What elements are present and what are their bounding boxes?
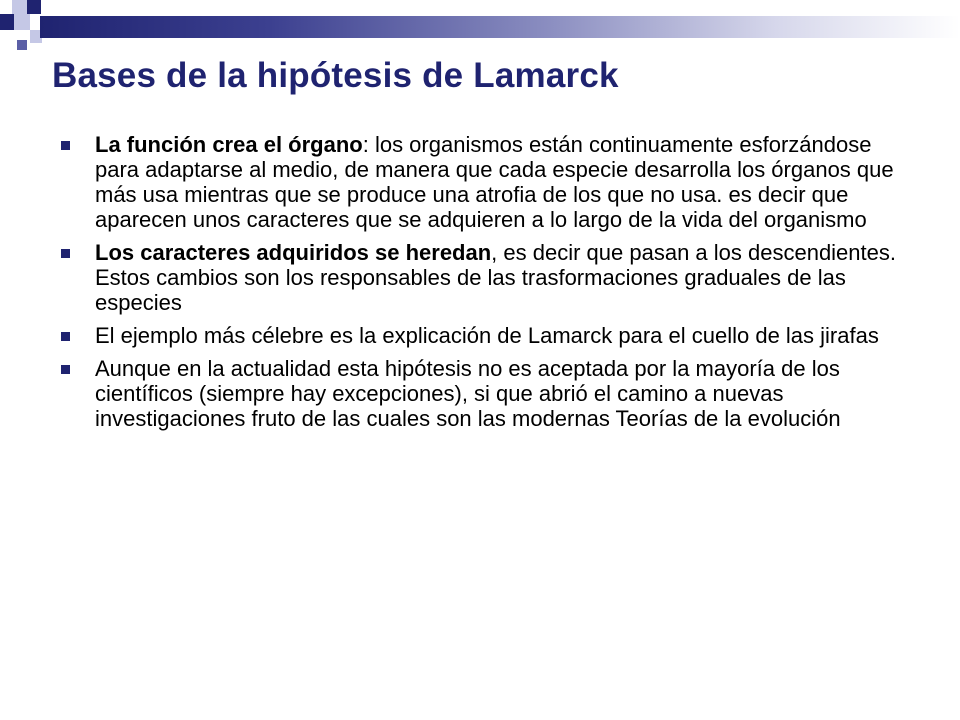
bullet-text: : los organismos están continuamente esforzándose para adaptarse al medio, de manera que cada especie desarrolla los órganos que más usa mientras que se produce una atrofia de los que no usa. es decir que aparecen unos caracteres que se adquieren a lo largo de la vida del organismo: [95, 132, 894, 232]
square-bullet-icon: [61, 365, 70, 374]
bullet-text: , es decir que pasan a los descendientes. Estos cambios son los responsables de las trasformaciones graduales de las especies: [95, 240, 896, 315]
header-gradient-bar: [40, 16, 960, 38]
bullet-item: [60, 132, 920, 232]
bullet-list: [60, 132, 920, 439]
bullet-bold-text: La función crea el órgano: [95, 132, 363, 157]
decorative-square: [17, 40, 27, 50]
bullet-item: [60, 240, 920, 315]
slide-title: Bases de la hipótesis de Lamarck: [52, 56, 619, 95]
decorative-square: [14, 14, 30, 30]
square-bullet-icon: [61, 249, 70, 258]
bullet-text: El ejemplo más célebre es la explicación de Lamarck para el cuello de las jirafas: [95, 323, 879, 348]
decorative-square: [0, 14, 14, 30]
decorative-square: [27, 0, 41, 14]
square-bullet-icon: [61, 332, 70, 341]
bullet-bold-text: Los caracteres adquiridos se heredan: [95, 240, 492, 265]
bullet-item: [60, 323, 920, 348]
bullet-text: Aunque en la actualidad esta hipótesis no es aceptada por la mayoría de los científicos (siempre hay excepciones), si que abrió el camino a nuevas investigaciones fruto de las cuales son las modernas Teorías de la evolución: [95, 356, 841, 431]
bullet-item: [60, 356, 920, 431]
decorative-square: [30, 14, 40, 30]
decorative-square: [12, 0, 28, 14]
square-bullet-icon: [61, 141, 70, 150]
